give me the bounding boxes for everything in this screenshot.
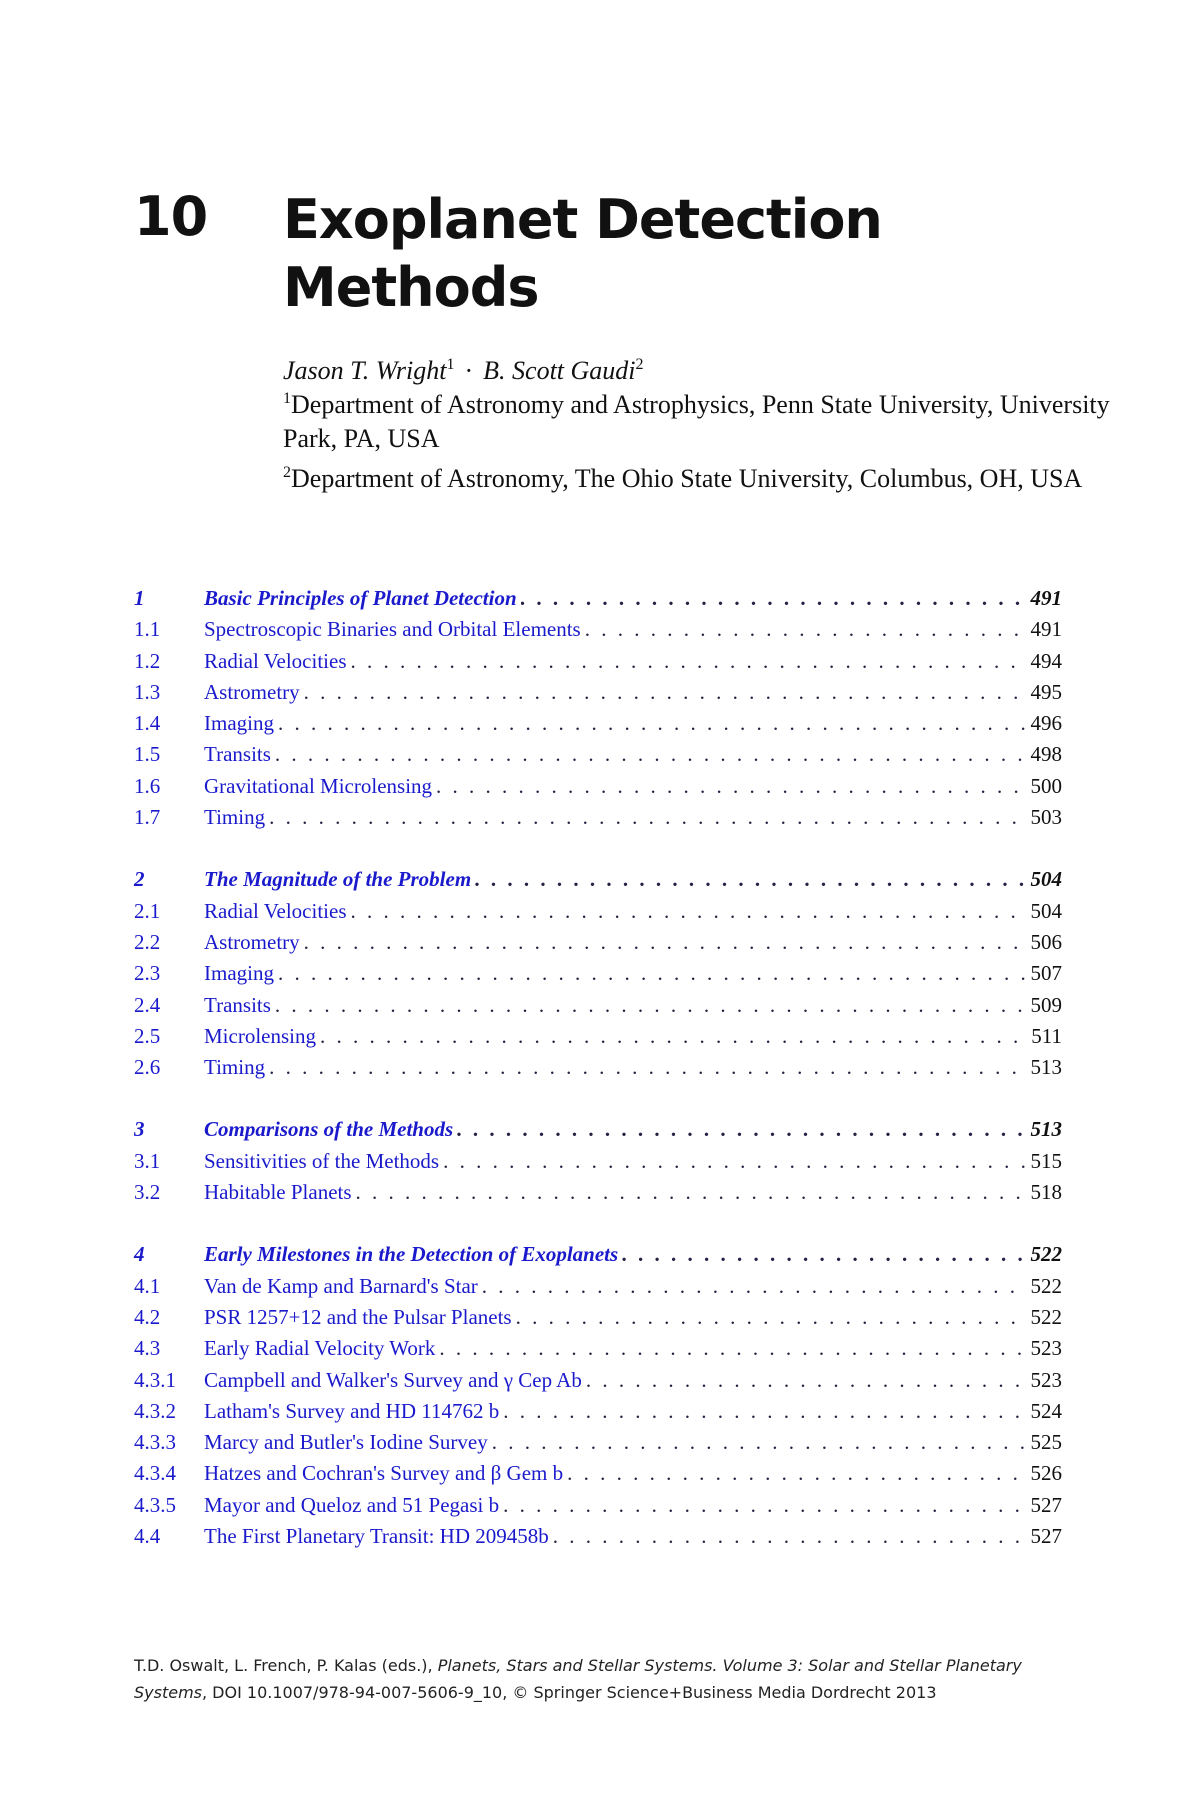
toc-entry-number: 1.7 bbox=[134, 805, 161, 830]
toc-entry-title[interactable]: Early Milestones in the Detection of Exoplanets bbox=[204, 1242, 619, 1267]
toc-entry-title[interactable]: Radial Velocities bbox=[204, 898, 347, 923]
toc-dot-leader bbox=[356, 1177, 1025, 1208]
toc-entry-number: 2.1 bbox=[134, 898, 161, 923]
toc-entry-page: 495 bbox=[1030, 679, 1062, 704]
toc-dot-leader bbox=[521, 583, 1025, 614]
toc-entry[interactable] bbox=[134, 958, 1062, 989]
toc-entry-page: 518 bbox=[1030, 1180, 1062, 1205]
toc-entry-page: 522 bbox=[1030, 1304, 1062, 1329]
toc-entry-page: 491 bbox=[1030, 586, 1062, 610]
chapter-title bbox=[283, 186, 1103, 322]
toc-entry-page: 513 bbox=[1030, 1117, 1062, 1142]
toc-dot-leader bbox=[351, 896, 1025, 927]
toc-entry-page: 496 bbox=[1030, 711, 1062, 736]
toc-entry-title[interactable]: Imaging bbox=[204, 711, 274, 736]
toc-entry-title[interactable]: Campbell and Walker's Survey and γ Cep Ab bbox=[204, 1367, 582, 1392]
toc-entry-page: 527 bbox=[1030, 1492, 1062, 1517]
toc-entry-title[interactable]: Microlensing bbox=[204, 1023, 316, 1048]
toc-entry-number: 4.2 bbox=[134, 1304, 161, 1329]
toc-entry-number: 4.3.2 bbox=[134, 1398, 176, 1423]
toc-entry[interactable] bbox=[134, 771, 1062, 802]
toc-entry-title[interactable]: Radial Velocities bbox=[204, 648, 347, 673]
toc-entry-number: 4 bbox=[134, 1242, 145, 1267]
toc-entry-title[interactable]: Basic Principles of Planet Detection bbox=[204, 586, 517, 610]
toc-entry[interactable] bbox=[134, 896, 1062, 927]
toc-entry-title[interactable]: Latham's Survey and HD 114762 b bbox=[204, 1398, 500, 1423]
toc-entry-page: 522 bbox=[1030, 1273, 1062, 1298]
toc-chapter-entry[interactable] bbox=[134, 1114, 1062, 1145]
toc-entry-page: 498 bbox=[1030, 742, 1062, 767]
citation-footer bbox=[134, 1652, 1074, 1706]
toc-dot-leader bbox=[351, 646, 1025, 677]
toc-dot-leader bbox=[553, 1521, 1025, 1552]
toc-entry-title[interactable]: Mayor and Queloz and 51 Pegasi b bbox=[204, 1492, 500, 1517]
toc-entry[interactable] bbox=[134, 677, 1062, 708]
toc-entry[interactable] bbox=[134, 1146, 1062, 1177]
toc-entry-title[interactable]: Transits bbox=[204, 992, 271, 1017]
toc-entry-title[interactable]: Imaging bbox=[204, 961, 274, 986]
toc-entry-title[interactable]: Comparisons of the Methods bbox=[204, 1117, 454, 1142]
toc-dot-leader bbox=[269, 802, 1024, 833]
toc-entry-number: 4.3.3 bbox=[134, 1430, 176, 1455]
toc-entry-page: 515 bbox=[1030, 1148, 1062, 1173]
toc-entry-page: 494 bbox=[1030, 648, 1062, 673]
toc-dot-leader bbox=[275, 990, 1025, 1021]
toc-section bbox=[134, 1114, 1062, 1208]
toc-entry-title[interactable]: The First Planetary Transit: HD 209458b bbox=[204, 1524, 549, 1549]
toc-entry-page: 504 bbox=[1030, 898, 1062, 923]
toc-entry-page: 513 bbox=[1030, 1055, 1062, 1080]
toc-entry-title[interactable]: Astrometry bbox=[204, 929, 300, 954]
toc-entry[interactable] bbox=[134, 1396, 1062, 1427]
toc-entry-title[interactable]: Transits bbox=[204, 742, 271, 767]
toc-entry-page: 527 bbox=[1030, 1524, 1062, 1549]
toc-dot-leader bbox=[503, 1396, 1024, 1427]
toc-entry-page: 523 bbox=[1030, 1367, 1062, 1392]
toc-entry-title[interactable]: Habitable Planets bbox=[204, 1180, 352, 1205]
toc-entry-page: 500 bbox=[1030, 773, 1062, 798]
toc-entry-page: 523 bbox=[1030, 1336, 1062, 1361]
toc-entry-page: 524 bbox=[1030, 1398, 1062, 1423]
toc-entry[interactable] bbox=[134, 1177, 1062, 1208]
toc-entry-number: 4.1 bbox=[134, 1273, 161, 1298]
toc-entry-page: 526 bbox=[1030, 1461, 1062, 1486]
toc-entry-number: 2.4 bbox=[134, 992, 161, 1017]
toc-entry-title[interactable]: PSR 1257+12 and the Pulsar Planets bbox=[204, 1304, 512, 1329]
toc-entry[interactable] bbox=[134, 1333, 1062, 1364]
toc-entry-number: 1.3 bbox=[134, 679, 161, 704]
toc-entry-number: 4.3.1 bbox=[134, 1367, 176, 1392]
author-name: Jason T. Wright bbox=[283, 356, 447, 385]
toc-entry-title[interactable]: Astrometry bbox=[204, 679, 300, 704]
toc-entry[interactable] bbox=[134, 1365, 1062, 1396]
toc-dot-leader bbox=[304, 927, 1025, 958]
toc-entry[interactable] bbox=[134, 1021, 1062, 1052]
toc-dot-leader bbox=[304, 677, 1025, 708]
author-affiliation-mark: 2 bbox=[635, 356, 644, 373]
toc-chapter-entry[interactable] bbox=[134, 864, 1062, 895]
toc-dot-leader bbox=[567, 1458, 1024, 1489]
toc-entry-number: 3 bbox=[134, 1117, 145, 1142]
toc-entry[interactable] bbox=[134, 1521, 1062, 1552]
toc-entry-number: 1.2 bbox=[134, 648, 161, 673]
author-separator: · bbox=[464, 356, 474, 385]
toc-entry[interactable] bbox=[134, 739, 1062, 770]
toc-entry-title[interactable]: Gravitational Microlensing bbox=[204, 773, 433, 798]
toc-entry-title[interactable]: Spectroscopic Binaries and Orbital Elements bbox=[204, 617, 581, 642]
toc-entry-title[interactable]: Timing bbox=[204, 1055, 266, 1080]
affiliation-text: Department of Astronomy, The Ohio State University, Columbus, OH, USA bbox=[291, 464, 1083, 493]
toc-entry-page: 491 bbox=[1030, 617, 1062, 642]
table-of-contents bbox=[134, 583, 1062, 1583]
footer-series-title: Planets, Stars and Stellar Systems. Volume 3: Solar and Stellar Planetary Systems bbox=[134, 1656, 1022, 1702]
toc-entry[interactable] bbox=[134, 614, 1062, 645]
toc-dot-leader bbox=[436, 771, 1024, 802]
toc-entry-number: 4.3.5 bbox=[134, 1492, 176, 1517]
toc-chapter-entry[interactable] bbox=[134, 1239, 1062, 1270]
toc-entry-page: 507 bbox=[1030, 961, 1062, 986]
author-name: B. Scott Gaudi bbox=[483, 356, 636, 385]
toc-entry-number: 4.3 bbox=[134, 1336, 161, 1361]
toc-section bbox=[134, 1239, 1062, 1552]
toc-dot-leader bbox=[516, 1302, 1025, 1333]
toc-dot-leader bbox=[443, 1146, 1024, 1177]
toc-dot-leader bbox=[320, 1021, 1025, 1052]
toc-entry[interactable] bbox=[134, 1427, 1062, 1458]
toc-entry[interactable] bbox=[134, 1458, 1062, 1489]
toc-entry-title[interactable]: Marcy and Butler's Iodine Survey bbox=[204, 1430, 488, 1455]
toc-dot-leader bbox=[457, 1114, 1024, 1145]
toc-entry-page: 503 bbox=[1030, 805, 1062, 830]
toc-section bbox=[134, 864, 1062, 1083]
toc-entry-title[interactable]: Hatzes and Cochran's Survey and β Gem b bbox=[204, 1461, 564, 1486]
affiliation-mark: 2 bbox=[283, 464, 291, 481]
toc-section bbox=[134, 583, 1062, 833]
toc-entry[interactable] bbox=[134, 927, 1062, 958]
toc-entry[interactable] bbox=[134, 802, 1062, 833]
toc-entry-page: 522 bbox=[1030, 1242, 1062, 1267]
toc-entry-number: 2.3 bbox=[134, 961, 161, 986]
footer-doi: , DOI 10.1007/978-94-007-5606-9_10, © Springer Science+Business Media Dordrecht 2013 bbox=[202, 1683, 937, 1702]
affiliation-text: Department of Astronomy and Astrophysics, Penn State University, University Park, PA, USA bbox=[283, 390, 1110, 453]
toc-dot-leader bbox=[503, 1490, 1024, 1521]
toc-entry-title[interactable]: Timing bbox=[204, 805, 266, 830]
toc-entry-page: 504 bbox=[1030, 867, 1062, 892]
toc-entry-title[interactable]: The Magnitude of the Problem bbox=[204, 867, 472, 892]
toc-entry-title[interactable]: Early Radial Velocity Work bbox=[204, 1336, 436, 1361]
toc-entry-number: 3.2 bbox=[134, 1180, 161, 1205]
toc-entry-number: 4.3.4 bbox=[134, 1461, 176, 1486]
toc-dot-leader bbox=[492, 1427, 1025, 1458]
affiliations bbox=[283, 382, 1123, 496]
toc-dot-leader bbox=[269, 1052, 1024, 1083]
toc-dot-leader bbox=[475, 864, 1024, 895]
toc-entry[interactable] bbox=[134, 708, 1062, 739]
affiliation bbox=[283, 382, 1123, 456]
toc-entry-page: 525 bbox=[1030, 1430, 1062, 1455]
author-affiliation-mark: 1 bbox=[446, 356, 455, 373]
toc-dot-leader bbox=[482, 1271, 1025, 1302]
toc-entry-page: 511 bbox=[1031, 1023, 1062, 1048]
toc-entry-title[interactable]: Sensitivities of the Methods bbox=[204, 1148, 440, 1173]
toc-entry[interactable] bbox=[134, 1490, 1062, 1521]
toc-entry-number: 3.1 bbox=[134, 1148, 161, 1173]
toc-entry[interactable] bbox=[134, 1052, 1062, 1083]
toc-entry-number: 1.5 bbox=[134, 742, 161, 767]
toc-dot-leader bbox=[278, 958, 1025, 989]
toc-dot-leader bbox=[439, 1333, 1024, 1364]
toc-dot-leader bbox=[275, 739, 1025, 770]
toc-entry-number: 1.4 bbox=[134, 711, 161, 736]
chapter-number: 10 bbox=[134, 185, 208, 248]
toc-entry-number: 2 bbox=[134, 867, 145, 892]
toc-dot-leader bbox=[586, 1365, 1025, 1396]
toc-entry-number: 2.5 bbox=[134, 1023, 161, 1048]
toc-entry-number: 1 bbox=[134, 586, 145, 610]
toc-entry-number: 1.6 bbox=[134, 773, 161, 798]
chapter-title-line-2: Methods bbox=[283, 256, 539, 319]
toc-entry[interactable] bbox=[134, 646, 1062, 677]
toc-entry-number: 2.2 bbox=[134, 929, 161, 954]
toc-entry[interactable] bbox=[134, 1302, 1062, 1333]
toc-entry-number: 4.4 bbox=[134, 1524, 161, 1549]
toc-chapter-entry[interactable] bbox=[134, 583, 1062, 614]
toc-entry[interactable] bbox=[134, 1271, 1062, 1302]
toc-entry-page: 506 bbox=[1030, 929, 1062, 954]
toc-entry[interactable] bbox=[134, 990, 1062, 1021]
toc-dot-leader bbox=[585, 614, 1025, 645]
toc-entry-number: 1.1 bbox=[134, 617, 161, 642]
toc-entry-number: 2.6 bbox=[134, 1055, 161, 1080]
toc-entry-title[interactable]: Van de Kamp and Barnard's Star bbox=[204, 1273, 478, 1298]
affiliation-mark: 1 bbox=[283, 390, 291, 407]
toc-dot-leader bbox=[278, 708, 1025, 739]
toc-dot-leader bbox=[622, 1239, 1024, 1270]
chapter-title-line-1: Exoplanet Detection bbox=[283, 188, 882, 251]
footer-editors: T.D. Oswalt, L. French, P. Kalas (eds.), bbox=[134, 1656, 438, 1675]
toc-entry-page: 509 bbox=[1030, 992, 1062, 1017]
affiliation bbox=[283, 456, 1123, 496]
